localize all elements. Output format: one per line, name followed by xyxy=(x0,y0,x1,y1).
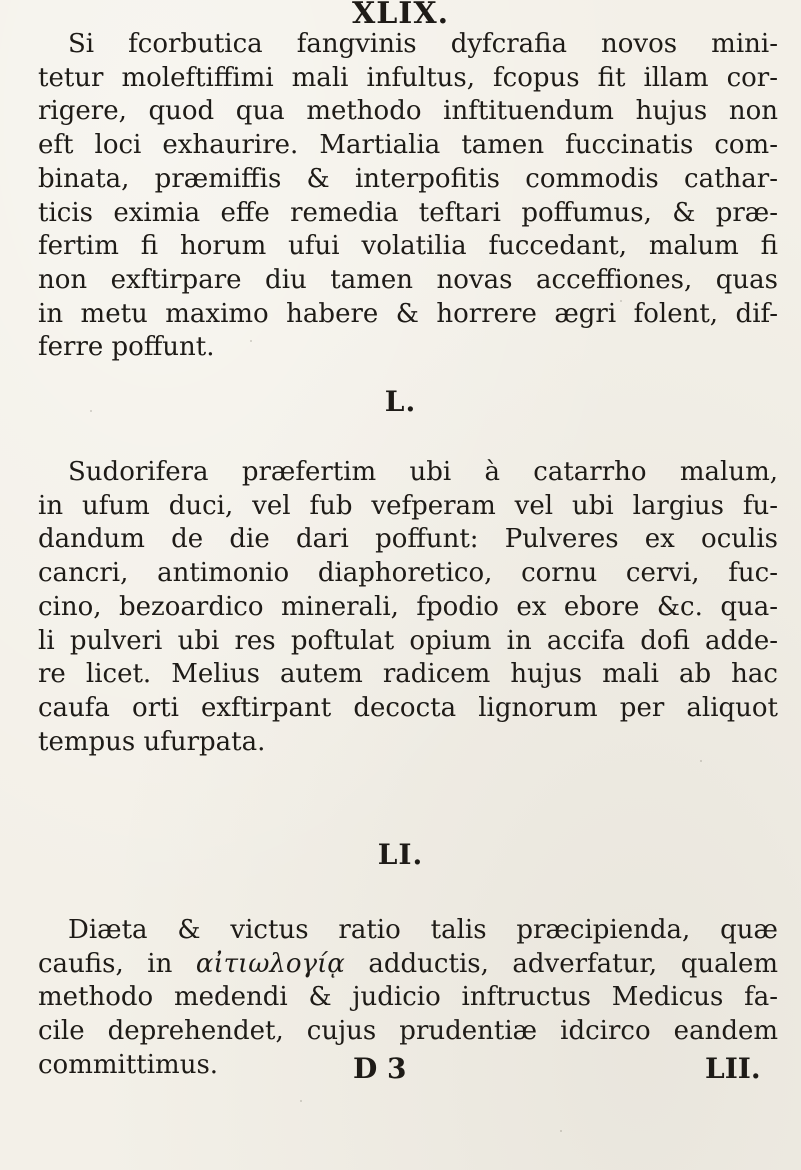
text-line: in ufum duci, vel fub vefperam vel ubi largius fu- xyxy=(38,490,778,521)
text-line: ferre poffunt. xyxy=(38,332,215,363)
text-line: rigere, quod qua methodo inftituendum hujus non xyxy=(38,96,778,127)
text-line: tempus ufurpata. xyxy=(38,726,266,757)
text-line: dandum de die dari poffunt: Pulveres ex oculis xyxy=(38,524,778,555)
paper-speck xyxy=(90,410,92,412)
text-line: methodo medendi & judicio inftructus Medicus fa- xyxy=(38,982,778,1013)
signature-mark: D 3 xyxy=(353,1052,407,1085)
text-line: Sudorifera præfertim ubi à catarrho malum, xyxy=(68,457,778,487)
paper-speck xyxy=(560,1130,562,1132)
paragraph-sudorifera xyxy=(38,456,778,759)
text-fragment: caufis, in xyxy=(38,948,196,979)
page-footer xyxy=(0,1052,801,1092)
text-line: cile deprehendet, cujus prudentiæ idcirco eandem xyxy=(38,1016,778,1047)
text-line: caufa orti exftirpant decocta lignorum per aliquot xyxy=(38,692,778,723)
text-line: cancri, antimonio diaphoretico, cornu cervi, fuc- xyxy=(38,558,778,589)
text-line-greek xyxy=(38,948,778,982)
text-line: re licet. Melius autem radicem hujus mali ab hac xyxy=(38,659,778,690)
text-line: ticis eximia effe remedia teftari poffumus, & præ- xyxy=(38,197,778,228)
text-fragment: adductis, adverfatur, qualem xyxy=(344,948,778,979)
greek-word: αἰτιωλογίᾳ xyxy=(195,948,345,979)
page-folio: XLIX. xyxy=(351,0,450,31)
text-line: tetur moleftiffimi mali infultus, fcopus fit illam cor- xyxy=(38,62,778,93)
text-line: Diæta & victus ratio talis præcipienda, quæ xyxy=(68,915,778,945)
text-line: committimus. xyxy=(38,1049,219,1080)
catchword: LII. xyxy=(705,1052,761,1085)
text-line: eft loci exhaurire. Martialia tamen fuccinatis com- xyxy=(38,130,778,161)
paper-speck xyxy=(700,760,702,762)
paper-speck xyxy=(620,300,622,302)
text-line: in metu maximo habere & horrere ægri folent, dif- xyxy=(38,298,778,329)
paper-speck xyxy=(300,1100,302,1102)
text-line: Si fcorbutica fangvinis dyfcrafia novos mini- xyxy=(68,29,778,59)
text-line: li pulveri ubi res poftulat opium in accifa dofi adde- xyxy=(38,625,778,656)
text-line: fertim fi horum ufui volatilia fuccedant, malum fi xyxy=(38,231,778,262)
text-line: non exftirpare diu tamen novas acceffiones, quas xyxy=(38,264,778,295)
section-heading-LI: LI. xyxy=(377,838,424,871)
paper-speck xyxy=(250,340,252,342)
text-line: binata, præmiffis & interpofitis commodis cathar- xyxy=(38,163,778,194)
section-heading-L: L. xyxy=(384,385,417,418)
text-line: cino, bezoardico minerali, fpodio ex ebore &c. qua- xyxy=(38,591,778,622)
paragraph-scurvy xyxy=(38,28,778,365)
